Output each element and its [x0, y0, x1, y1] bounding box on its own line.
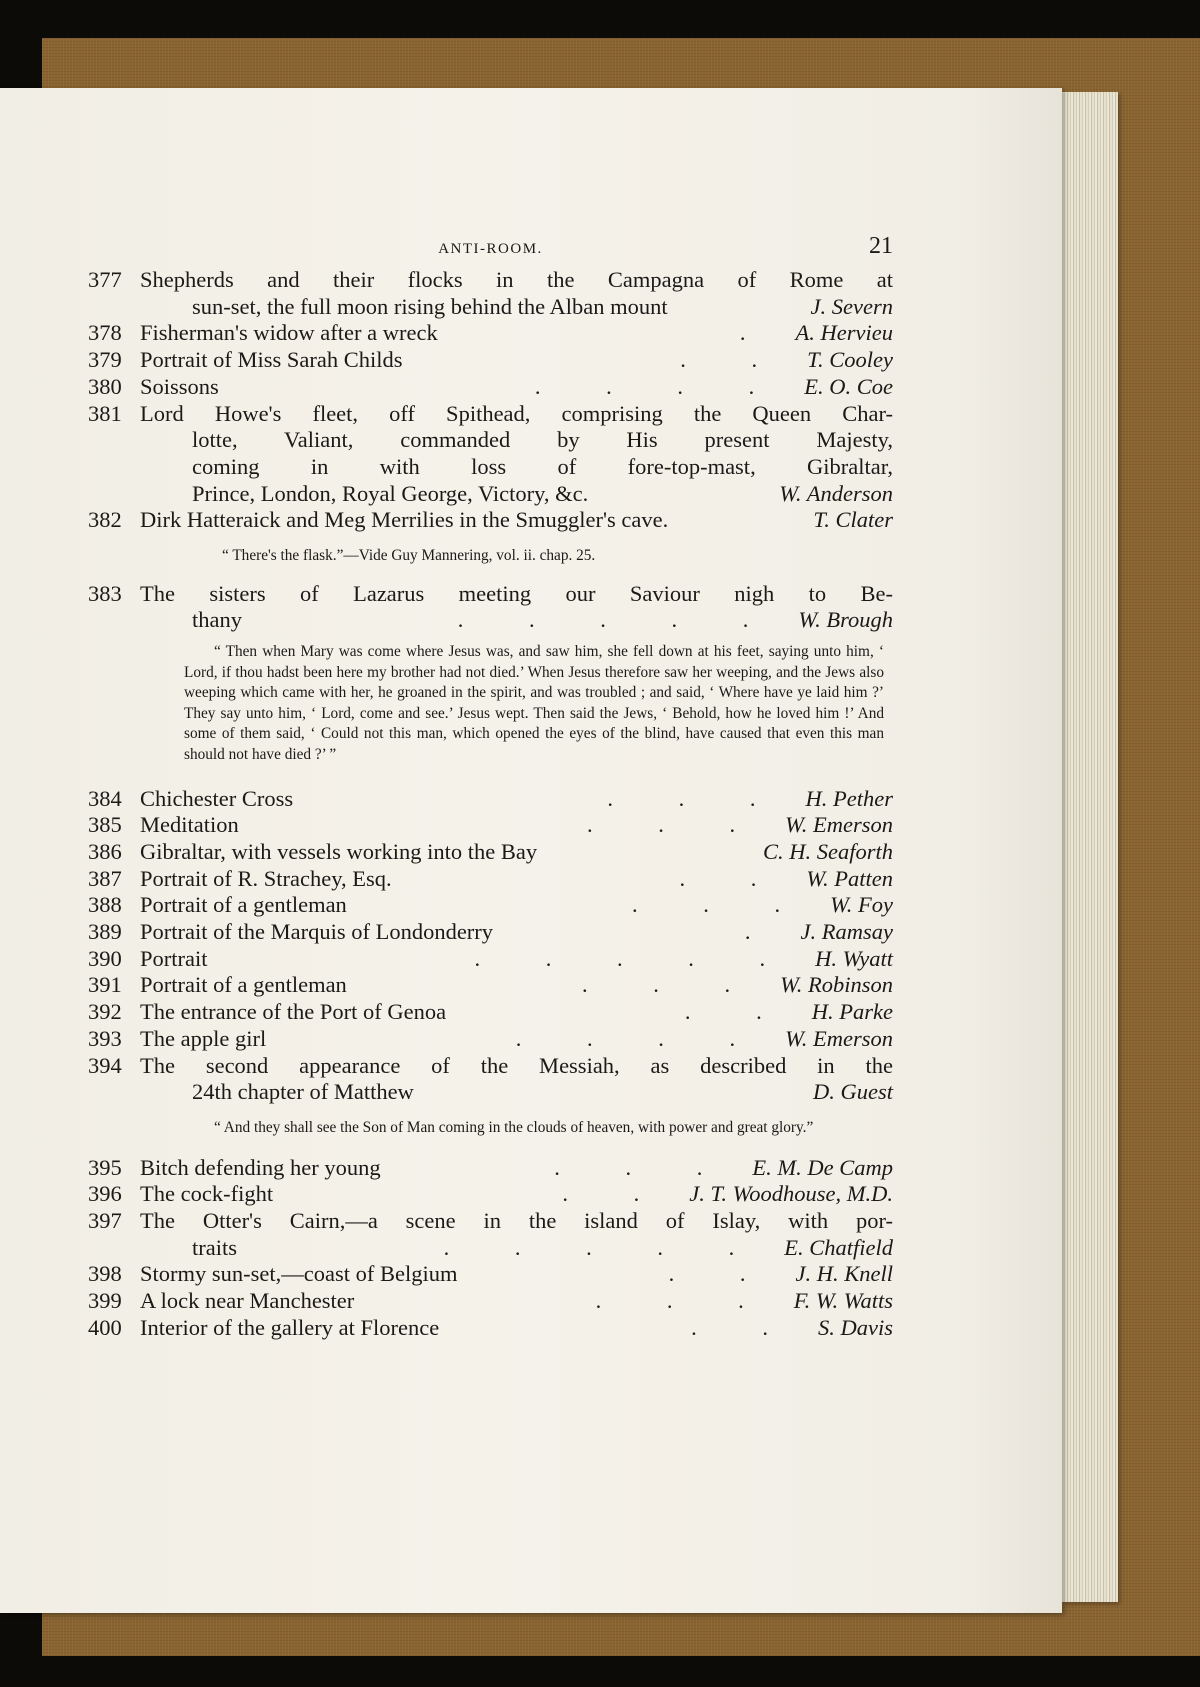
artist-name: J. H. Knell	[795, 1261, 893, 1287]
entry-title-line: Dirk Hatteraick and Meg Merrilies in the Smuggler's cave.	[140, 507, 669, 533]
leader-dots: .	[744, 919, 751, 945]
leader-dots: . .	[684, 999, 762, 1025]
catalogue-entry	[88, 401, 893, 508]
artist-name: D. Guest	[813, 1079, 893, 1105]
catalogue-entry	[88, 581, 893, 634]
entry-title-line: Portrait of the Marquis of Londonderry	[140, 919, 494, 945]
entry-title-line: thany	[192, 607, 242, 633]
catalogue-entry	[88, 1026, 893, 1053]
artist-name: W. Foy	[830, 892, 893, 918]
entry-title-line: The entrance of the Port of Genoa	[140, 999, 447, 1025]
entry-title-line: Shepherds and their flocks in the Campagna of Rome at	[140, 267, 893, 292]
catalogue-entry	[88, 812, 893, 839]
artist-name: J. Ramsay	[800, 919, 893, 945]
catalogue-entry	[88, 1315, 893, 1342]
catalogue-entry	[88, 1288, 893, 1315]
leader-dots: . . .	[586, 812, 736, 838]
entry-title-line: traits	[192, 1234, 237, 1260]
catalogue-entry	[88, 1053, 893, 1106]
leader-dots: . .	[562, 1181, 640, 1207]
entry-number: 382	[88, 507, 122, 533]
entry-title-line: The Otter's Cairn,—a scene in the island of Islay, with por-	[140, 1207, 893, 1233]
entry-number: 391	[88, 972, 122, 998]
entry-number: 380	[88, 373, 122, 399]
artist-name: W. Emerson	[785, 1025, 893, 1051]
quotation: “ Then when Mary was come where Jesus was, and saw him, she fell down at his feet, saying unto him, ‘ Lord, if thou hadst been here my brother had not died.’ When Jesus therefore saw her weeping, and the Jews also weeping which came with her, he groaned in the spirit, and was troubled ; and said, ‘ Where have ye laid him ?’ They say unto him, ‘ Lord, come and see.’ Jesus wept. Then said the Jews, ‘ Behold, how he loved him !’ And some of them said, ‘ Could not this man, which opened the eyes of the blind, have caused that even this man should not have died ?’ ”	[184, 642, 884, 763]
entry-number: 379	[88, 347, 122, 373]
entry-title-line: Interior of the gallery at Florence	[140, 1314, 440, 1340]
catalogue-entry	[88, 1155, 893, 1182]
artist-name: E. M. De Camp	[752, 1154, 893, 1180]
leader-dots: . . .	[581, 972, 731, 998]
entry-number: 392	[88, 999, 122, 1025]
catalogue-entry	[88, 866, 893, 893]
entry-number: 400	[88, 1314, 122, 1340]
entry-title-line: Portrait of R. Strachey, Esq.	[140, 865, 392, 891]
entry-title-line: Portrait of Miss Sarah Childs	[140, 347, 403, 373]
catalogue-entry	[88, 892, 893, 919]
entry-number: 384	[88, 785, 122, 811]
artist-name: W. Brough	[798, 607, 893, 633]
catalogue-entry	[88, 320, 893, 347]
entry-number: 396	[88, 1181, 122, 1207]
entry-number: 388	[88, 892, 122, 918]
entry-number: 399	[88, 1288, 122, 1314]
artist-name: W. Robinson	[780, 972, 893, 998]
leader-dots: . . .	[595, 1288, 744, 1314]
running-head: ANTI-ROOM.	[438, 241, 543, 257]
artist-name: E. Chatfield	[784, 1234, 893, 1260]
entry-title-line: Portrait of a gentleman	[140, 972, 347, 998]
entry-number: 387	[88, 865, 122, 891]
catalogue-entry	[88, 972, 893, 999]
leader-dots: .	[739, 320, 746, 346]
artist-name: C. H. Seaforth	[762, 838, 893, 864]
entry-title-line: Gibraltar, with vessels working into the Bay	[140, 838, 538, 864]
artist-name: W. Patten	[806, 865, 893, 891]
page-number: 21	[869, 233, 893, 259]
entry-title-line: The apple girl	[140, 1025, 267, 1051]
entry-title-line: Meditation	[140, 812, 239, 838]
artist-name: F. W. Watts	[793, 1288, 893, 1314]
entry-title-line: lotte, Valiant, commanded by His present Majesty,	[192, 427, 893, 453]
catalogue-entry	[88, 919, 893, 946]
catalogue-entry	[88, 1261, 893, 1288]
catalogue-entry	[88, 347, 893, 374]
catalogue-entry	[88, 267, 893, 320]
catalogue-entry	[88, 839, 893, 866]
entry-number: 394	[88, 1052, 122, 1078]
leader-dots: . .	[691, 1314, 768, 1340]
entry-title-line: coming in with loss of fore-top-mast, Gibraltar,	[192, 453, 893, 479]
artist-name: E. O. Coe	[804, 373, 893, 399]
quotation: “ And they shall see the Son of Man coming in the clouds of heaven, with power and great glory.”	[214, 1118, 814, 1136]
entry-number: 390	[88, 945, 122, 971]
entry-title-line: Bitch defending her young	[140, 1154, 381, 1180]
entry-number: 397	[88, 1207, 122, 1233]
artist-name: W. Anderson	[779, 480, 893, 506]
catalogue-entry	[88, 1208, 893, 1261]
page-edges	[1062, 92, 1118, 1602]
entry-title-line: The second appearance of the Messiah, as described in the	[140, 1052, 893, 1078]
leader-dots: . . .	[554, 1154, 703, 1180]
entry-number: 385	[88, 812, 122, 838]
artist-name: H. Pether	[805, 785, 893, 811]
entry-number: 383	[88, 580, 122, 606]
catalogue-entry	[88, 946, 893, 973]
leader-dots: . . .	[631, 892, 781, 918]
entry-title-line: Portrait	[140, 945, 208, 971]
entry-title-line: 24th chapter of Matthew	[192, 1079, 414, 1105]
entry-title-line: The sisters of Lazarus meeting our Saviour nigh to Be-	[140, 580, 893, 606]
entry-title-line: Soissons	[140, 373, 219, 399]
artist-name: W. Emerson	[785, 812, 893, 838]
artist-name: A. Hervieu	[795, 320, 893, 346]
artist-name: T. Cooley	[807, 347, 893, 373]
leader-dots: . . . . .	[443, 1234, 735, 1260]
entry-title-line: Prince, London, Royal George, Victory, &c.	[192, 480, 589, 506]
artist-name: H. Parke	[811, 999, 893, 1025]
entry-number: 377	[88, 267, 122, 292]
entry-title-line: Fisherman's widow after a wreck	[140, 320, 438, 346]
page-text	[88, 233, 893, 1341]
leader-dots: . . . . .	[474, 945, 766, 971]
artist-name: T. Clater	[813, 507, 893, 533]
entry-number: 393	[88, 1025, 122, 1051]
quotation: “ There's the flask.”—Vide Guy Mannering, vol. ii. chap. 25.	[222, 546, 596, 564]
entry-number: 381	[88, 400, 122, 426]
catalogue-list	[88, 267, 893, 1341]
entry-title-line: Lord Howe's fleet, off Spithead, comprising the Queen Char-	[140, 400, 893, 426]
entry-number: 395	[88, 1154, 122, 1180]
artist-name: H. Wyatt	[815, 945, 893, 971]
leader-dots: . .	[680, 347, 758, 373]
entry-number: 389	[88, 919, 122, 945]
catalogue-entry	[88, 374, 893, 401]
catalogue-entry	[88, 1181, 893, 1208]
leader-dots: . . . . .	[457, 607, 749, 633]
leader-dots: . . . .	[534, 373, 755, 399]
artist-name: S. Davis	[818, 1314, 893, 1340]
entry-title-line: A lock near Manchester	[140, 1288, 355, 1314]
entry-number: 398	[88, 1261, 122, 1287]
catalogue-entry	[88, 507, 893, 534]
catalogue-entry	[88, 999, 893, 1026]
page-header	[88, 233, 893, 263]
entry-title-line: The cock-fight	[140, 1181, 274, 1207]
entry-number: 378	[88, 320, 122, 346]
leader-dots: . .	[668, 1261, 746, 1287]
leader-dots: . .	[679, 865, 757, 891]
entry-title-line: Chichester Cross	[140, 785, 294, 811]
artist-name: J. T. Woodhouse, M.D.	[689, 1181, 893, 1207]
leader-dots: . . . .	[515, 1025, 736, 1051]
catalogue-entry	[88, 786, 893, 813]
entry-title-line: Stormy sun-set,—coast of Belgium	[140, 1261, 458, 1287]
artist-name: J. Severn	[810, 293, 893, 319]
leader-dots: . . .	[607, 785, 756, 811]
entry-number: 386	[88, 838, 122, 864]
entry-title-line: sun-set, the full moon rising behind the Alban mount	[192, 293, 668, 319]
entry-title-line: Portrait of a gentleman	[140, 892, 347, 918]
